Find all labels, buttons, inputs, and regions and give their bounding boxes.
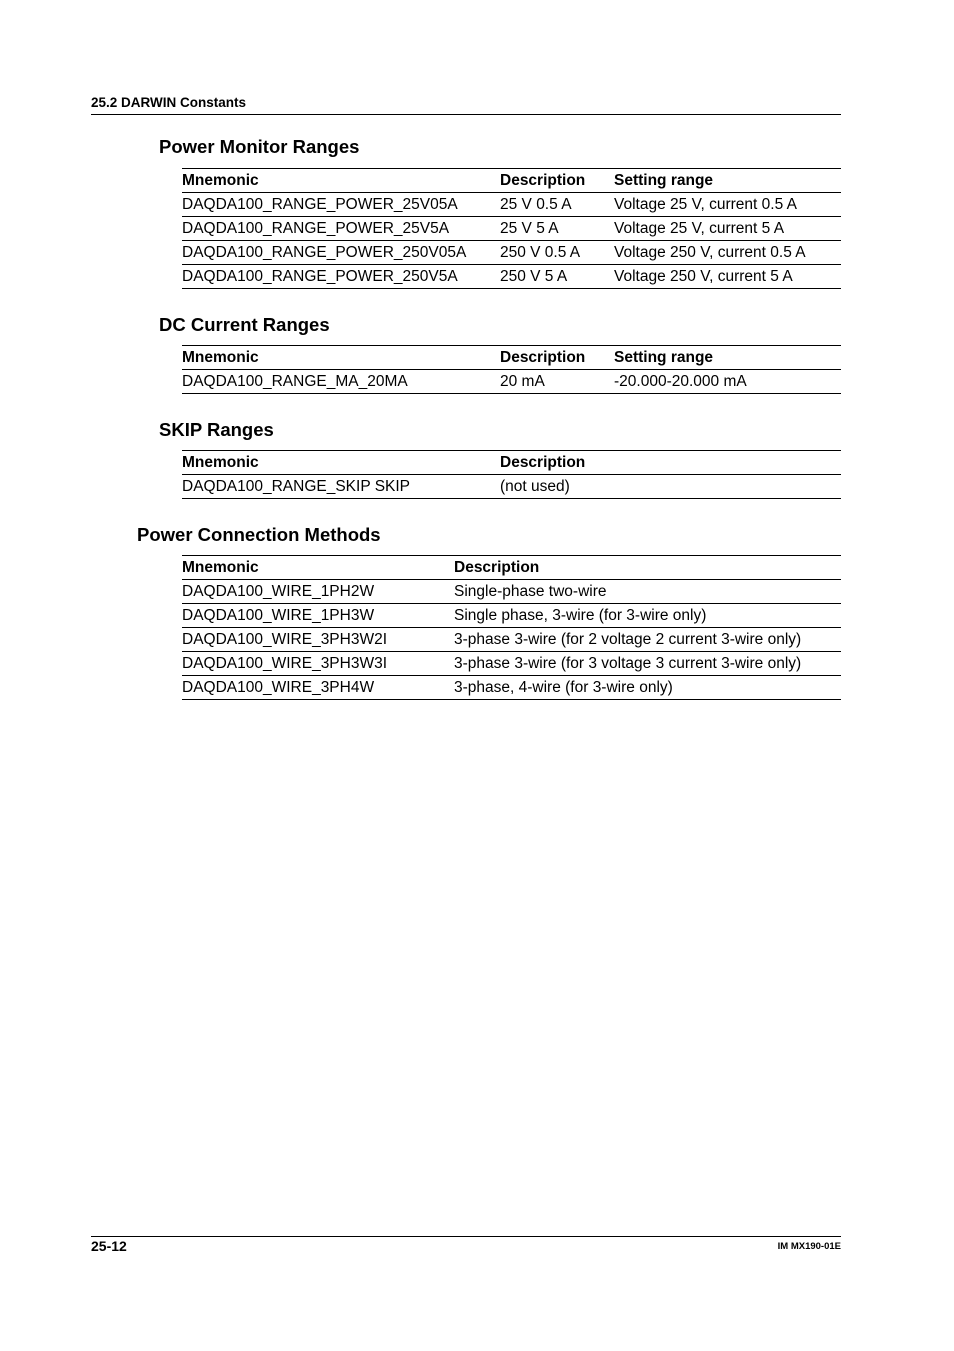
dc-current-table [182, 345, 841, 394]
table-row [182, 475, 841, 499]
cell-mnemonic: DAQDA100_WIRE_1PH3W [182, 604, 454, 628]
table-row [182, 604, 841, 628]
column-header-description: Description [500, 346, 614, 370]
cell-setting-range: Voltage 250 V, current 5 A [614, 265, 841, 289]
column-header-mnemonic: Mnemonic [182, 451, 500, 475]
table-header-row [182, 346, 841, 370]
cell-mnemonic: DAQDA100_RANGE_SKIP SKIP [182, 475, 500, 499]
header-rule [91, 114, 841, 115]
cell-description: 250 V 5 A [500, 265, 614, 289]
table-header-row [182, 451, 841, 475]
column-header-description: Description [500, 451, 841, 475]
cell-description: Single phase, 3-wire (for 3-wire only) [454, 604, 841, 628]
section-title-dc-current: DC Current Ranges [159, 314, 330, 335]
table-row [182, 652, 841, 676]
running-header: 25.2 DARWIN Constants [91, 95, 247, 110]
cell-mnemonic: DAQDA100_WIRE_1PH2W [182, 580, 454, 604]
cell-mnemonic: DAQDA100_WIRE_3PH3W2I [182, 628, 454, 652]
table-row [182, 628, 841, 652]
cell-description: Single-phase two-wire [454, 580, 841, 604]
cell-description: 25 V 0.5 A [500, 193, 614, 217]
footer-rule [91, 1236, 841, 1237]
power-monitor-table [182, 168, 841, 289]
cell-setting-range: Voltage 25 V, current 5 A [614, 217, 841, 241]
cell-description: 250 V 0.5 A [500, 241, 614, 265]
table-row [182, 241, 841, 265]
table-row [182, 580, 841, 604]
cell-description: 3-phase, 4-wire (for 3-wire only) [454, 676, 841, 700]
cell-mnemonic: DAQDA100_RANGE_POWER_25V5A [182, 217, 500, 241]
column-header-mnemonic: Mnemonic [182, 169, 500, 193]
section-title-skip: SKIP Ranges [159, 419, 274, 440]
cell-mnemonic: DAQDA100_RANGE_POWER_250V5A [182, 265, 500, 289]
column-header-description: Description [500, 169, 614, 193]
table-row [182, 193, 841, 217]
column-header-setting-range: Setting range [614, 169, 841, 193]
skip-table [182, 450, 841, 499]
cell-description: (not used) [500, 475, 841, 499]
power-connection-table [182, 555, 841, 700]
cell-mnemonic: DAQDA100_RANGE_MA_20MA [182, 370, 500, 394]
section-title-power-connection: Power Connection Methods [137, 524, 381, 545]
cell-mnemonic: DAQDA100_RANGE_POWER_250V05A [182, 241, 500, 265]
table-header-row [182, 556, 841, 580]
cell-description: 3-phase 3-wire (for 2 voltage 2 current 3-wire only) [454, 628, 841, 652]
column-header-setting-range: Setting range [614, 346, 841, 370]
section-title-power-monitor: Power Monitor Ranges [159, 136, 360, 157]
cell-setting-range: Voltage 250 V, current 0.5 A [614, 241, 841, 265]
cell-setting-range: -20.000-20.000 mA [614, 370, 841, 394]
cell-description: 20 mA [500, 370, 614, 394]
column-header-mnemonic: Mnemonic [182, 346, 500, 370]
table-row [182, 217, 841, 241]
column-header-description: Description [454, 556, 841, 580]
table-row [182, 676, 841, 700]
cell-mnemonic: DAQDA100_WIRE_3PH3W3I [182, 652, 454, 676]
table-header-row [182, 169, 841, 193]
document-id: IM MX190-01E [777, 1241, 841, 1252]
table-row [182, 370, 841, 394]
cell-mnemonic: DAQDA100_WIRE_3PH4W [182, 676, 454, 700]
table-row [182, 265, 841, 289]
column-header-mnemonic: Mnemonic [182, 556, 454, 580]
cell-description: 3-phase 3-wire (for 3 voltage 3 current 3-wire only) [454, 652, 841, 676]
cell-setting-range: Voltage 25 V, current 0.5 A [614, 193, 841, 217]
page-number: 25-12 [91, 1238, 127, 1254]
cell-description: 25 V 5 A [500, 217, 614, 241]
cell-mnemonic: DAQDA100_RANGE_POWER_25V05A [182, 193, 500, 217]
